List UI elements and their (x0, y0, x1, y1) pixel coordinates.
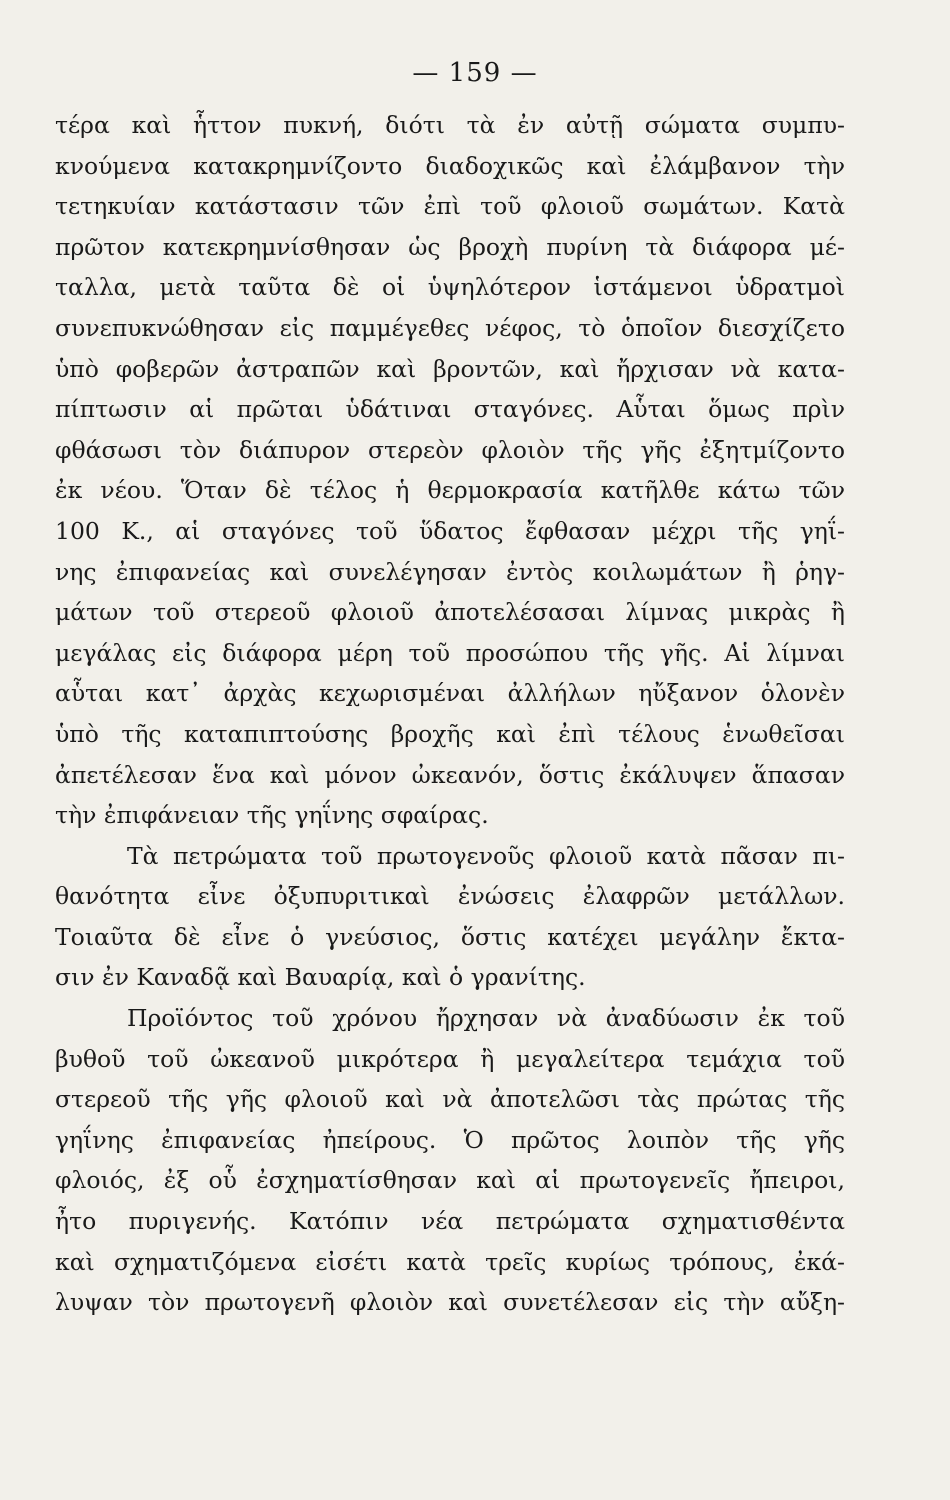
text-line: καὶ σχηματιζόμενα εἰσέτι κατὰ τρεῖς κυρίως τρόπους, ἐκά- (55, 1247, 845, 1276)
text-line: Προϊόντος τοῦ χρόνου ἤρχησαν νὰ ἀναδύωσιν ἐκ τοῦ (127, 1004, 845, 1033)
text-line: Τοιαῦτα δὲ εἶνε ὁ γνεύσιος, ὅστις κατέχει μεγάλην ἔκτα- (55, 922, 845, 951)
text-line: πίπτωσιν αἱ πρῶται ὑδάτιναι σταγόνες. Αὗται ὅμως πρὶν (55, 395, 845, 424)
text-line: θανότητα εἶνε ὀξυπυριτικαὶ ἐνώσεις ἐλαφρῶν μετάλλων. (55, 882, 845, 911)
text-line: τετηκυίαν κατάστασιν τῶν ἐπὶ τοῦ φλοιοῦ σωμάτων. Κατὰ (55, 192, 845, 221)
text-line: γηΐνης ἐπιφανείας ἠπείρους. Ὁ πρῶτος λοιπὸν τῆς γῆς (55, 1125, 845, 1154)
text-line: φθάσωσι τὸν διάπυρον στερεὸν φλοιὸν τῆς γῆς ἐξητμίζοντο (55, 435, 845, 464)
text-line: τὴν ἐπιφάνειαν τῆς γηΐνης σφαίρας. (55, 801, 489, 830)
text-line: κνούμενα κατακρημνίζοντο διαδοχικῶς καὶ ἐλάμβανον τὴν (55, 151, 845, 180)
text-line: ἐκ νέου. Ὅταν δὲ τέλος ἡ θερμοκρασία κατῆλθε κάτω τῶν (55, 476, 845, 505)
text-line: βυθοῦ τοῦ ὠκεανοῦ μικρότερα ἢ μεγαλείτερα τεμάχια τοῦ (55, 1044, 845, 1073)
text-line: αὗται κατ᾽ ἀρχὰς κεχωρισμέναι ἀλλήλων ηὔξανον ὁλονὲν (55, 679, 845, 708)
text-line: μεγάλας εἰς διάφορα μέρη τοῦ προσώπου τῆς γῆς. Αἱ λίμναι (55, 638, 845, 667)
text-line: 100 Κ., αἱ σταγόνες τοῦ ὕδατος ἔφθασαν μέχρι τῆς γηΐ- (55, 516, 845, 545)
page-number: — 159 — (412, 58, 538, 88)
text-line: φλοιός, ἐξ οὗ ἐσχηματίσθησαν καὶ αἱ πρωτογενεῖς ἤπειροι, (55, 1166, 845, 1195)
text-line: πρῶτον κατεκρημνίσθησαν ὡς βροχὴ πυρίνη τὰ διάφορα μέ- (55, 232, 845, 261)
text-line: λυψαν τὸν πρωτογενῆ φλοιὸν καὶ συνετέλεσαν εἰς τὴν αὔξη- (55, 1288, 845, 1317)
text-line: ὑπὸ φοβερῶν ἀστραπῶν καὶ βροντῶν, καὶ ἤρχισαν νὰ κατα- (55, 354, 845, 383)
text-line: ἦτο πυριγενής. Κατόπιν νέα πετρώματα σχηματισθέντα (55, 1207, 845, 1236)
text-line: ἀπετέλεσαν ἕνα καὶ μόνον ὠκεανόν, ὅστις ἐκάλυψεν ἅπασαν (55, 760, 845, 789)
text-line: σιν ἐν Καναδᾷ καὶ Βαυαρίᾳ, καὶ ὁ γρανίτης. (55, 963, 586, 992)
text-line: τέρα καὶ ἧττον πυκνή, διότι τὰ ἐν αὐτῇ σώματα συμπυ- (55, 111, 845, 139)
text-line: στερεοῦ τῆς γῆς φλοιοῦ καὶ νὰ ἀποτελῶσι τὰς πρώτας τῆς (55, 1085, 845, 1114)
text-line: μάτων τοῦ στερεοῦ φλοιοῦ ἀποτελέσασαι λίμνας μικρὰς ἢ (55, 598, 845, 627)
text-line: Τὰ πετρώματα τοῦ πρωτογενοῦς φλοιοῦ κατὰ πᾶσαν πι- (127, 841, 845, 870)
text-line: νης ἐπιφανείας καὶ συνελέγησαν ἐντὸς κοιλωμάτων ἢ ῥηγ- (55, 557, 845, 586)
text-line: συνεπυκνώθησαν εἰς παμμέγεθες νέφος, τὸ ὁποῖον διεσχίζετο (55, 313, 845, 342)
text-line: ὑπὸ τῆς καταπιπτούσης βροχῆς καὶ ἐπὶ τέλους ἑνωθεῖσαι (55, 719, 845, 748)
body-text (55, 105, 845, 1323)
text-line: ταλλα, μετὰ ταῦτα δὲ οἱ ὑψηλότερον ἱστάμενοι ὑδρατμοὶ (55, 273, 845, 302)
